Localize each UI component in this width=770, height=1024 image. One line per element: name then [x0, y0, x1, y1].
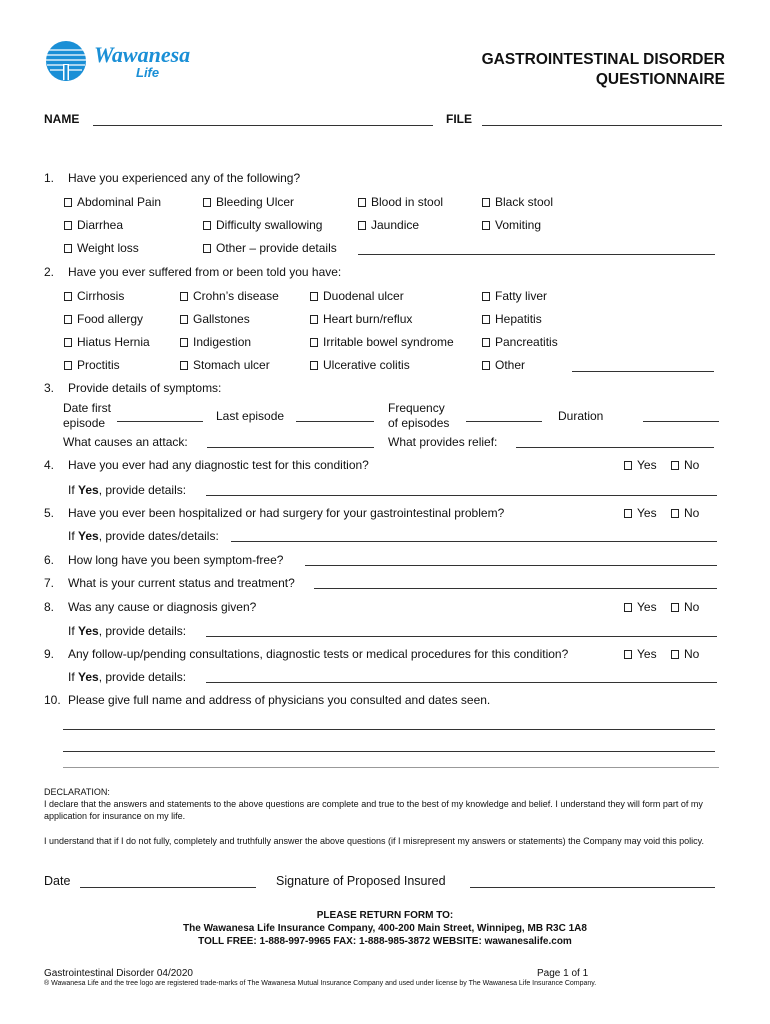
checkbox-icon[interactable]	[482, 338, 490, 347]
signature-label: Signature of Proposed Insured	[276, 874, 446, 888]
checkbox-icon[interactable]	[180, 338, 188, 347]
checkbox-icon[interactable]	[64, 198, 72, 207]
checkbox-icon[interactable]	[64, 338, 72, 347]
checkbox-icon[interactable]	[624, 461, 632, 470]
q1-other-details-field[interactable]	[358, 254, 715, 255]
q2-text: Have you ever suffered from or been told you have:	[68, 265, 342, 279]
q1-number: 1.	[44, 171, 55, 185]
duration-label: Duration	[558, 409, 604, 423]
checkbox-icon[interactable]	[671, 509, 679, 518]
duration-field[interactable]	[643, 421, 719, 422]
q2-option[interactable]: Heart burn/reflux	[310, 312, 412, 326]
q8-number: 8.	[44, 600, 55, 614]
q10-number: 10.	[44, 693, 61, 707]
q8-no[interactable]: No	[671, 600, 699, 614]
q4-number: 4.	[44, 458, 55, 472]
checkbox-icon[interactable]	[310, 315, 318, 324]
q10-field-line[interactable]	[63, 729, 715, 730]
q2-option[interactable]: Irritable bowel syndrome	[310, 335, 454, 349]
q2-option[interactable]: Pancreatitis	[482, 335, 558, 349]
q2-option[interactable]: Crohn’s disease	[180, 289, 279, 303]
checkbox-icon[interactable]	[180, 361, 188, 370]
checkbox-icon[interactable]	[310, 361, 318, 370]
checkbox-icon[interactable]	[358, 221, 366, 230]
checkbox-icon[interactable]	[180, 315, 188, 324]
q2-option[interactable]: Hepatitis	[482, 312, 542, 326]
q9-details-field[interactable]	[206, 682, 717, 683]
q1-option[interactable]: Black stool	[482, 195, 553, 209]
declaration-text-1: I declare that the answers and statements to the above questions are complete and true to the best of my knowledge and belief. I understand they will form part of my application for insurance on my life.	[44, 799, 703, 821]
q1-option[interactable]: Diarrhea	[64, 218, 123, 232]
checkbox-icon[interactable]	[482, 315, 490, 324]
q2-option[interactable]: Gallstones	[180, 312, 250, 326]
q5-details-field[interactable]	[231, 541, 717, 542]
q2-number: 2.	[44, 265, 55, 279]
q6-number: 6.	[44, 553, 55, 567]
q5-text: Have you ever been hospitalized or had surgery for your gastrointestinal problem?	[68, 506, 505, 520]
q6-text: How long have you been symptom-free?	[68, 553, 284, 567]
q5-yes[interactable]: Yes	[624, 506, 657, 520]
title-line1: GASTROINTESTINAL DISORDER	[481, 51, 725, 68]
q3-text: Provide details of symptoms:	[68, 381, 222, 395]
checkbox-icon[interactable]	[482, 361, 490, 370]
title-line2: QUESTIONNAIRE	[595, 71, 725, 88]
declaration-text-2: I understand that if I do not fully, completely and truthfully answer the above questions (if I misrepresent my answers or statements) the Company may void this policy.	[44, 836, 704, 846]
q4-details-field[interactable]	[206, 495, 717, 496]
checkbox-icon[interactable]	[310, 338, 318, 347]
q8-text: Was any cause or diagnosis given?	[68, 600, 257, 614]
q2-option[interactable]: Duodenal ulcer	[310, 289, 404, 303]
q9-text: Any follow-up/pending consultations, diagnostic tests or medical procedures for this condition?	[68, 647, 569, 661]
relief-field[interactable]	[516, 447, 714, 448]
checkbox-icon[interactable]	[358, 198, 366, 207]
q10-text: Please give full name and address of physicians you consulted and dates seen.	[68, 693, 491, 707]
page-number: Page 1 of 1	[537, 968, 589, 979]
last-episode-label: Last episode	[216, 409, 285, 423]
q2-option[interactable]: Hiatus Hernia	[64, 335, 150, 349]
q7-field[interactable]	[314, 588, 717, 589]
checkbox-icon[interactable]	[64, 292, 72, 301]
q3-number: 3.	[44, 381, 55, 395]
q6-field[interactable]	[305, 565, 717, 566]
checkbox-icon[interactable]	[180, 292, 188, 301]
return-contact: TOLL FREE: 1-888-997-9965 FAX: 1-888-985-3872 WEBSITE: wawanesalife.com	[198, 936, 572, 947]
q4-no[interactable]: No	[671, 458, 699, 472]
q1-text: Have you experienced any of the following?	[68, 171, 301, 185]
q4-text: Have you ever had any diagnostic test for this condition?	[68, 458, 369, 472]
checkbox-icon[interactable]	[64, 244, 72, 253]
checkbox-icon[interactable]	[624, 603, 632, 612]
checkbox-icon[interactable]	[310, 292, 318, 301]
signature-field[interactable]	[470, 887, 715, 888]
logo-sub: Life	[136, 65, 160, 80]
declaration-heading: DECLARATION:	[44, 787, 110, 797]
q4-yes[interactable]: Yes	[624, 458, 657, 472]
relief-label: What provides relief:	[388, 435, 498, 449]
name-field[interactable]	[93, 125, 433, 126]
q1-option[interactable]: Other – provide details	[203, 241, 337, 255]
file-label: FILE	[446, 112, 472, 126]
checkbox-icon[interactable]	[203, 198, 211, 207]
checkbox-icon[interactable]	[64, 315, 72, 324]
q2-option[interactable]: Food allergy	[64, 312, 143, 326]
q5-no[interactable]: No	[671, 506, 699, 520]
q1-option[interactable]: Weight loss	[64, 241, 139, 255]
wawanesa-logo	[44, 40, 214, 84]
frequency-label: Frequency of episodes	[388, 401, 450, 430]
q2-option[interactable]: Stomach ulcer	[180, 358, 270, 372]
checkbox-icon[interactable]	[482, 198, 490, 207]
q1-option[interactable]: Abdominal Pain	[64, 195, 161, 209]
q9-if-yes-label: If Yes, provide details:	[68, 670, 187, 684]
checkbox-icon[interactable]	[203, 244, 211, 253]
date-first-label: Date first episode	[63, 401, 112, 430]
checkbox-icon[interactable]	[482, 292, 490, 301]
file-field[interactable]	[482, 125, 722, 126]
return-address: The Wawanesa Life Insurance Company, 400-200 Main Street, Winnipeg, MB R3C 1A8	[183, 923, 587, 934]
q9-no[interactable]: No	[671, 647, 699, 661]
checkbox-icon[interactable]	[671, 650, 679, 659]
date-first-field[interactable]	[117, 421, 203, 422]
q2-option[interactable]: Ulcerative colitis	[310, 358, 410, 372]
q2-option[interactable]: Cirrhosis	[64, 289, 124, 303]
q7-number: 7.	[44, 576, 55, 590]
q5-number: 5.	[44, 506, 55, 520]
trademark-notice: ® Wawanesa Life and the tree logo are registered trade-marks of The Wawanesa Mutual Insurance Company and used under license by The Wawanesa Life Insurance Company.	[44, 980, 597, 987]
q2-option[interactable]: Proctitis	[64, 358, 120, 372]
q7-text: What is your current status and treatment?	[68, 576, 295, 590]
causes-label: What causes an attack:	[63, 435, 188, 449]
q9-yes[interactable]: Yes	[624, 647, 657, 661]
checkbox-icon[interactable]	[624, 509, 632, 518]
name-label: NAME	[44, 112, 80, 126]
tree-logo-icon	[44, 40, 90, 84]
q2-option[interactable]: Indigestion	[180, 335, 251, 349]
checkbox-icon[interactable]	[64, 361, 72, 370]
frequency-field[interactable]	[466, 421, 542, 422]
q8-details-field[interactable]	[206, 636, 717, 637]
checkbox-icon[interactable]	[482, 221, 490, 230]
checkbox-icon[interactable]	[64, 221, 72, 230]
checkbox-icon[interactable]	[671, 603, 679, 612]
q5-if-yes-label: If Yes, provide dates/details:	[68, 529, 219, 543]
q2-other-field[interactable]	[572, 371, 714, 372]
causes-field[interactable]	[207, 447, 374, 448]
q1-option[interactable]: Vomiting	[482, 218, 541, 232]
date-label: Date	[44, 874, 71, 888]
q4-if-yes-label: If Yes, provide details:	[68, 483, 187, 497]
checkbox-icon[interactable]	[671, 461, 679, 470]
last-episode-field[interactable]	[296, 421, 374, 422]
q10-field-line[interactable]	[63, 751, 715, 752]
page-title	[482, 50, 725, 90]
form-id: Gastrointestinal Disorder 04/2020	[44, 968, 193, 979]
date-field[interactable]	[80, 887, 256, 888]
q2-option[interactable]: Other	[482, 358, 525, 372]
q1-option[interactable]: Bleeding Ulcer	[203, 195, 294, 209]
q2-option[interactable]: Fatty liver	[482, 289, 547, 303]
q9-number: 9.	[44, 647, 55, 661]
logo-brand: Wawanesa	[94, 42, 191, 67]
q8-yes[interactable]: Yes	[624, 600, 657, 614]
q1-option[interactable]: Jaundice	[358, 218, 419, 232]
checkbox-icon[interactable]	[624, 650, 632, 659]
q1-option[interactable]: Difficulty swallowing	[203, 218, 322, 232]
q1-option[interactable]: Blood in stool	[358, 195, 443, 209]
q8-if-yes-label: If Yes, provide details:	[68, 624, 187, 638]
return-heading: PLEASE RETURN FORM TO:	[316, 910, 454, 921]
checkbox-icon[interactable]	[203, 221, 211, 230]
q10-field-line[interactable]	[63, 767, 719, 768]
